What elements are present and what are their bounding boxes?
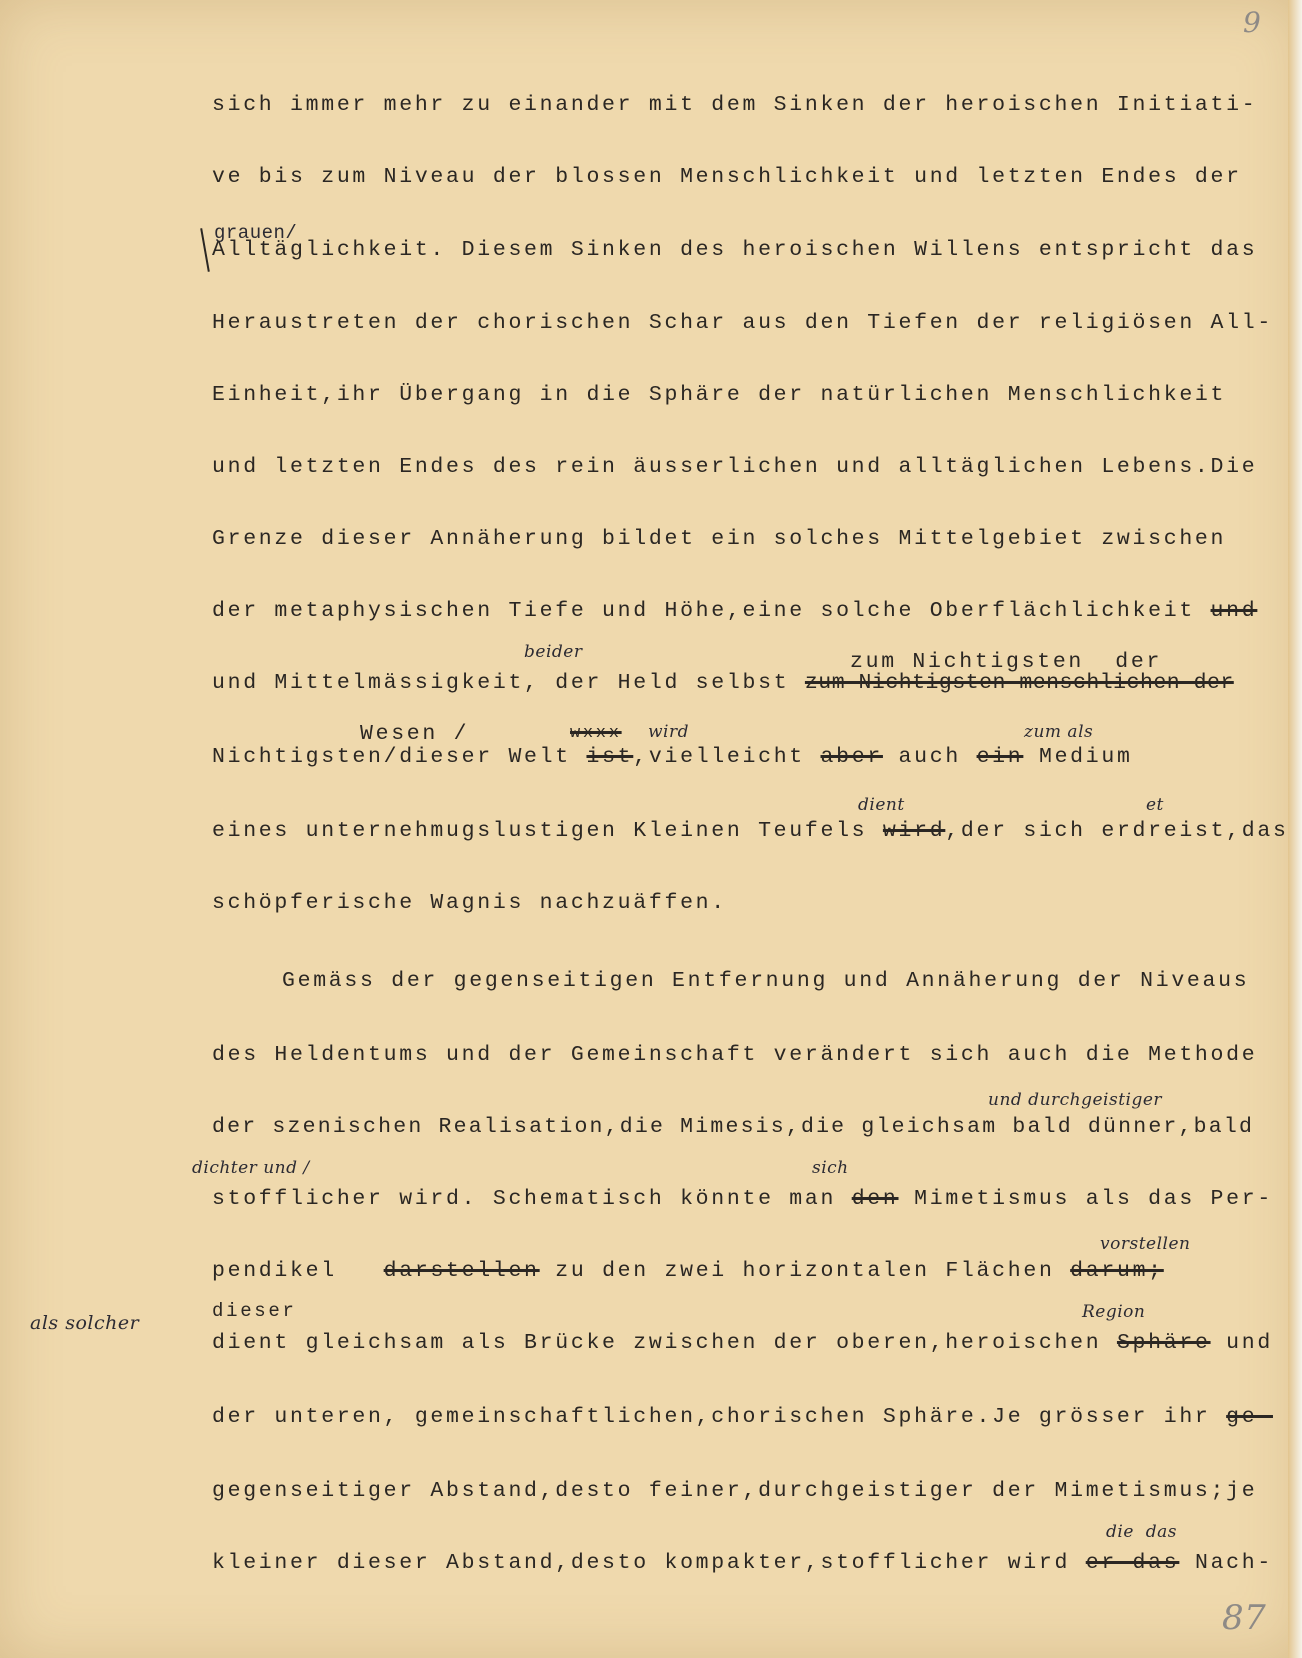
struck-text: wird xyxy=(882,819,946,843)
text-line-8-main: der metaphysischen Tiefe und Höhe,eine solche Oberflächlichkeit xyxy=(212,599,1195,623)
text-line-18 xyxy=(212,1328,1273,1358)
text-line-11-main: eines unternehmugslustigen Kleinen Teufels xyxy=(212,819,868,843)
text-line-1: sich immer mehr zu einander mit dem Sinken der heroischen Initiati- xyxy=(212,93,1258,117)
struck-text: ge- xyxy=(1226,1405,1273,1429)
insert-wird: wird xyxy=(648,722,689,742)
struck-text: darum; xyxy=(1070,1259,1164,1283)
text-line-10-mid: ,vielleicht xyxy=(633,745,821,769)
text-line-10 xyxy=(212,742,1252,772)
text-line-11 xyxy=(212,816,1289,846)
insert-sich: sich xyxy=(812,1158,849,1178)
text-line-16-main: stofflicher wird. Schematisch könnte man xyxy=(212,1187,837,1211)
text-line-10-main: Nichtigsten/dieser Welt xyxy=(212,745,571,769)
text-line-19-main: der unteren, gemeinschaftlichen,chorischen Sphäre.Je grösser ihr xyxy=(212,1405,1211,1429)
text-line-5: Einheit,ihr Übergang in die Sphäre der natürlichen Menschlichkeit xyxy=(212,383,1227,407)
insert-et: et xyxy=(1146,795,1164,815)
text-line-21 xyxy=(212,1548,1273,1578)
text-line-2: ve bis zum Niveau der blossen Menschlichkeit und letzten Endes der xyxy=(212,165,1242,189)
insert-und-durchgeistiger: und durchgeistiger xyxy=(988,1090,1163,1110)
text-line-21-main: kleiner dieser Abstand,desto kompakter,stofflicher wird xyxy=(212,1551,1071,1575)
struck-text: ein xyxy=(976,745,1024,769)
text-line-19 xyxy=(212,1402,1273,1432)
insert-zum-nichtigsten: zum Nichtigsten der xyxy=(850,650,1163,674)
struck-insert: wxxx xyxy=(570,724,622,743)
struck-text: er das xyxy=(1085,1551,1180,1575)
text-line-3: Alltäglichkeit. Diesem Sinken des heroischen Willens entspricht das xyxy=(212,238,1258,262)
text-line-9-main: und Mittelmässigkeit, xyxy=(212,671,540,695)
text-line-17 xyxy=(212,1256,1252,1286)
insert-region: Region xyxy=(1082,1302,1146,1322)
text-line-21-end: Nach- xyxy=(1179,1551,1273,1575)
insert-die-das: die das xyxy=(1106,1522,1177,1542)
text-line-4: Heraustreten der chorischen Schar aus den Tiefen der religiösen All- xyxy=(212,311,1273,335)
text-line-9 xyxy=(212,668,1252,698)
struck-text: Sphäre xyxy=(1116,1331,1211,1355)
text-line-18-main: dient gleichsam als Brücke zwischen der oberen,heroischen xyxy=(212,1331,1102,1355)
text-line-7: Grenze dieser Annäherung bildet ein solches Mittelgebiet zwischen xyxy=(212,527,1227,551)
text-line-11-end: ,der sich erdreist,das xyxy=(945,819,1289,843)
insert-wesen: Wesen / xyxy=(360,722,470,746)
struck-text: den xyxy=(851,1187,899,1211)
text-line-13: Gemäss der gegenseitigen Entfernung und Annäherung der Niveaus xyxy=(282,969,1250,993)
insert-zum-als: zum als xyxy=(1024,722,1094,742)
text-line-20: gegenseitiger Abstand,desto feiner,durchgeistiger der Mimetismus;je xyxy=(212,1479,1258,1503)
text-line-10-end: Medium xyxy=(1023,745,1133,769)
text-line-17-main: pendikel xyxy=(212,1259,337,1283)
insert-vorstellen: vorstellen xyxy=(1100,1234,1191,1254)
margin-note-als-solcher: als solcher xyxy=(30,1312,140,1334)
insert-dieser: dieser xyxy=(212,1300,297,1322)
text-line-6: und letzten Endes des rein äusserlichen und alltäglichen Lebens.Die xyxy=(212,455,1258,479)
text-line-14: des Heldentums und der Gemeinschaft verändert sich auch die Methode xyxy=(212,1043,1258,1067)
struck-text: und xyxy=(1210,599,1258,623)
text-line-18-end: und xyxy=(1210,1331,1273,1355)
insert-dient: dient xyxy=(858,795,905,815)
insertion-caret xyxy=(200,228,210,272)
text-line-9-mid: der Held selbst xyxy=(539,671,805,695)
insert-beider: beider xyxy=(524,642,583,662)
page-edge xyxy=(1288,0,1302,1658)
insert-grauen: grauen/ xyxy=(214,222,298,244)
text-line-8 xyxy=(212,596,1258,626)
text-line-17-mid: zu den zwei horizontalen Flächen xyxy=(539,1259,1071,1283)
insert-dichter-und: dichter und / xyxy=(192,1158,310,1178)
struck-text: aber xyxy=(820,745,883,769)
text-line-15: der szenischen Realisation,die Mimesis,die gleichsam bald dünner,bald xyxy=(212,1115,1255,1139)
page-number-pencil-bottom: 87 xyxy=(1222,1598,1267,1638)
text-line-16 xyxy=(212,1184,1273,1214)
text-line-16-end: Mimetismus als das Per- xyxy=(898,1187,1273,1211)
struck-text: ist xyxy=(586,745,634,769)
page-number-pencil-top: 9 xyxy=(1243,6,1262,39)
text-line-12: schöpferische Wagnis nachzuäffen. xyxy=(212,891,727,915)
struck-text: zum Nichtigsten menschlichen der xyxy=(804,671,1234,695)
struck-text: darstellen xyxy=(383,1259,540,1283)
text-line-10-mid2: auch xyxy=(882,745,977,769)
